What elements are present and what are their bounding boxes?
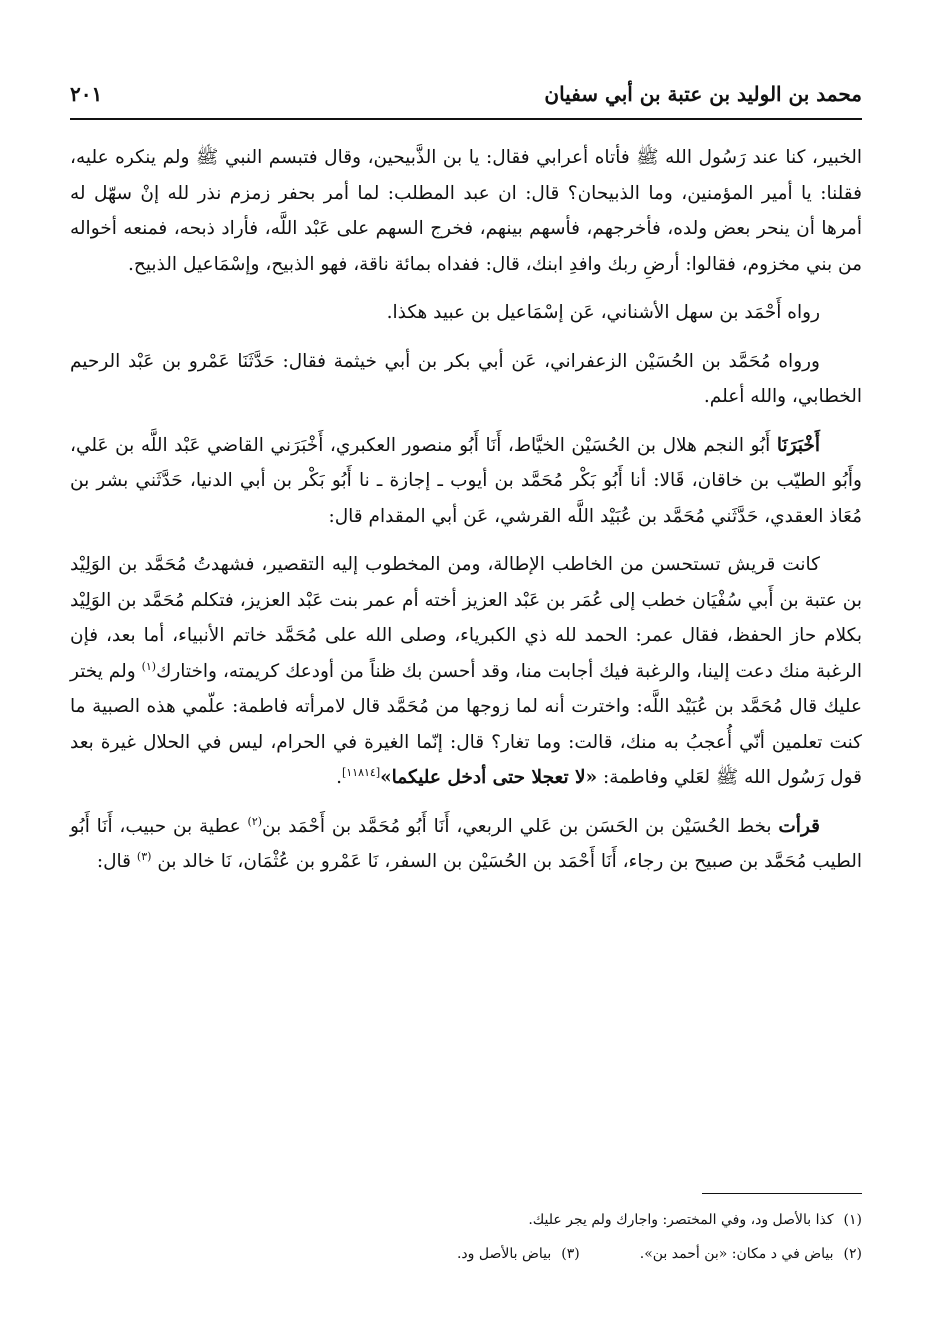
running-header bbox=[70, 74, 862, 114]
footnote-ref-1: (١) bbox=[141, 659, 157, 673]
footnote-3-number: (٣) bbox=[561, 1246, 580, 1262]
footnote-1-text: كذا بالأصل ود، وفي المختصر: واجارك ولم يجر عليك. bbox=[528, 1212, 834, 1228]
footnote-1-number: (١) bbox=[843, 1212, 862, 1228]
paragraph-4 bbox=[70, 428, 862, 535]
paragraph-2: رواه أَحْمَد بن سهل الأشناني، عَن إسْمَاعيل بن عبيد هكذا. bbox=[386, 302, 820, 323]
footnote-2-text: بياض في د مكان: «بن أحمد بن». bbox=[639, 1246, 834, 1262]
paragraph-6 bbox=[70, 809, 862, 880]
header-rule bbox=[70, 118, 862, 120]
hadith-quote: «لا تعجلا حتى أدخل عليكما» bbox=[380, 767, 598, 788]
footnote-2-number: (٢) bbox=[843, 1246, 862, 1262]
main-text bbox=[70, 140, 862, 893]
paragraph-5-text: كانت قريش تستحسن من الخاطب الإطالة، ومن المخطوب إليه التقصير، فشهدتُ مُحَمَّد بن الوَلِيْد بن عتبة بن أَبي سُفْيَان خطب إلى عُمَر بن عَبْد العزيز أخته أم عمر بنت عَبْد العزيز، فتكلم مُحَمَّد بن الوَلِيْد بكلام حاز الحفظ، فقال عمر: الحمد لله ذي الكبرياء، وصلى الله على مُحَمَّد خاتم الأنبياء، أما بعد، فإن الرغبة منك دعت إلينا، والرغبة فيك أجابت منا، وقد أحسن بك ظناً من أودعك كريمته، واختارك bbox=[70, 554, 862, 682]
paragraph-1: الخبير، كنا عند رَسُول الله ﷺ فأتاه أعرابي فقال: يا بن الذَّبيحين، وقال فتبسم النبي ﷺ ولم ينكره عليه، فقلنا: يا أمير المؤمنين، وما الذبيحان؟ قال: ان عبد المطلب: لما أمر بحفر زمزم نذر لله إنْ سهّل له أمرها أن ينحر بعض ولده، فأخرجهم، فأسهم بينهم، فخرج السهم على عَبْد اللَّه، فأراد ذبحه، فمنعه أخواله من بني مخزوم، فقالوا: أرضِ ربك وافدِ ابنك، قال: ففداه بمائة ناقة، فهو الذبيح، وإسْمَاعيل الذبيح. bbox=[70, 147, 862, 275]
qara-lead-word: قرأت bbox=[778, 815, 820, 837]
footnote-ref-2: (٢) bbox=[247, 814, 263, 828]
paragraph-6-part-a: بخط الحُسَيْن بن الحَسَن بن عَلي الربعي، أَنَا أَبُو مُحَمَّد بن أَحْمَد بن bbox=[262, 815, 779, 837]
footnote-row-2 bbox=[70, 1237, 862, 1271]
footnote-3 bbox=[457, 1237, 580, 1271]
paragraph-5 bbox=[70, 547, 862, 796]
paragraph-5-end: . bbox=[336, 767, 342, 788]
footnotes bbox=[70, 1203, 862, 1271]
page-number: ٢٠١ bbox=[70, 82, 103, 106]
footnote-ref-3: (٣) bbox=[136, 849, 152, 863]
paragraph-6-part-b: عطية بن حبيب، أَنَا أَبُو الطيب مُحَمَّد بن صبيح بن رجاء، أَنَا أَحْمَد بن الحُسَيْن بن السفر، نَا عَمْرو بن عُثْمَان، نَا خالد بن bbox=[70, 815, 862, 872]
paragraph-3: ورواه مُحَمَّد بن الحُسَيْن الزعفراني، عَن أبي بكر بن أبي خيثمة فقال: حَدَّثَنَا عَمْرو بن عَبْد الرحيم الخطابي، والله أعلم. bbox=[70, 350, 862, 407]
paragraph-4-text: أَبُو النجم هلال بن الحُسَيْن الخيَّاط، أَنَا أَبُو منصور العكبري، أَخْبَرَني القاضي عَبْد اللَّه بن عَلي، وأَبُو الطيّب بن خاقان، قَالا: أنا أَبُو بَكْر مُحَمَّد بن أيوب ـ إجازة ـ نا أَبُو بَكْر بن أبي الدنيا، حَدَّثَني بشر بن مُعَاذ العقدي، حَدَّثَني مُحَمَّد بن عُبَيْد اللَّه القرشي، عَن أبي المقدام قال: bbox=[70, 434, 862, 527]
paragraph-5-continued: ولم يختر عليك قال مُحَمَّد بن عُبَيْد اللَّه: واخترت أنه لما زوجها من مُحَمَّد قال لامرأته فاطمة: علّمي هذه الصبية ما كنت تعلمين أنّي أُعجبُ به منك، قالت: وما تغار؟ قال: إنّما الغيرة في الحرام، ليس في الحلال غيرة بعد قول رَسُول الله ﷺ لعَلي وفاطمة: bbox=[70, 660, 862, 788]
isnad-lead-word: أَخْبَرَنَا bbox=[776, 434, 820, 456]
footnote-1 bbox=[70, 1203, 862, 1237]
header-title: محمد بن الوليد بن عتبة بن أبي سفيان bbox=[544, 82, 862, 106]
paragraph-6-part-c: قال: bbox=[96, 851, 137, 872]
hadith-number: [١١٨١٤] bbox=[341, 765, 381, 779]
footnote-3-text: بياض بالأصل ود. bbox=[456, 1246, 552, 1262]
footnote-2 bbox=[640, 1237, 862, 1271]
footnote-rule bbox=[702, 1193, 862, 1194]
